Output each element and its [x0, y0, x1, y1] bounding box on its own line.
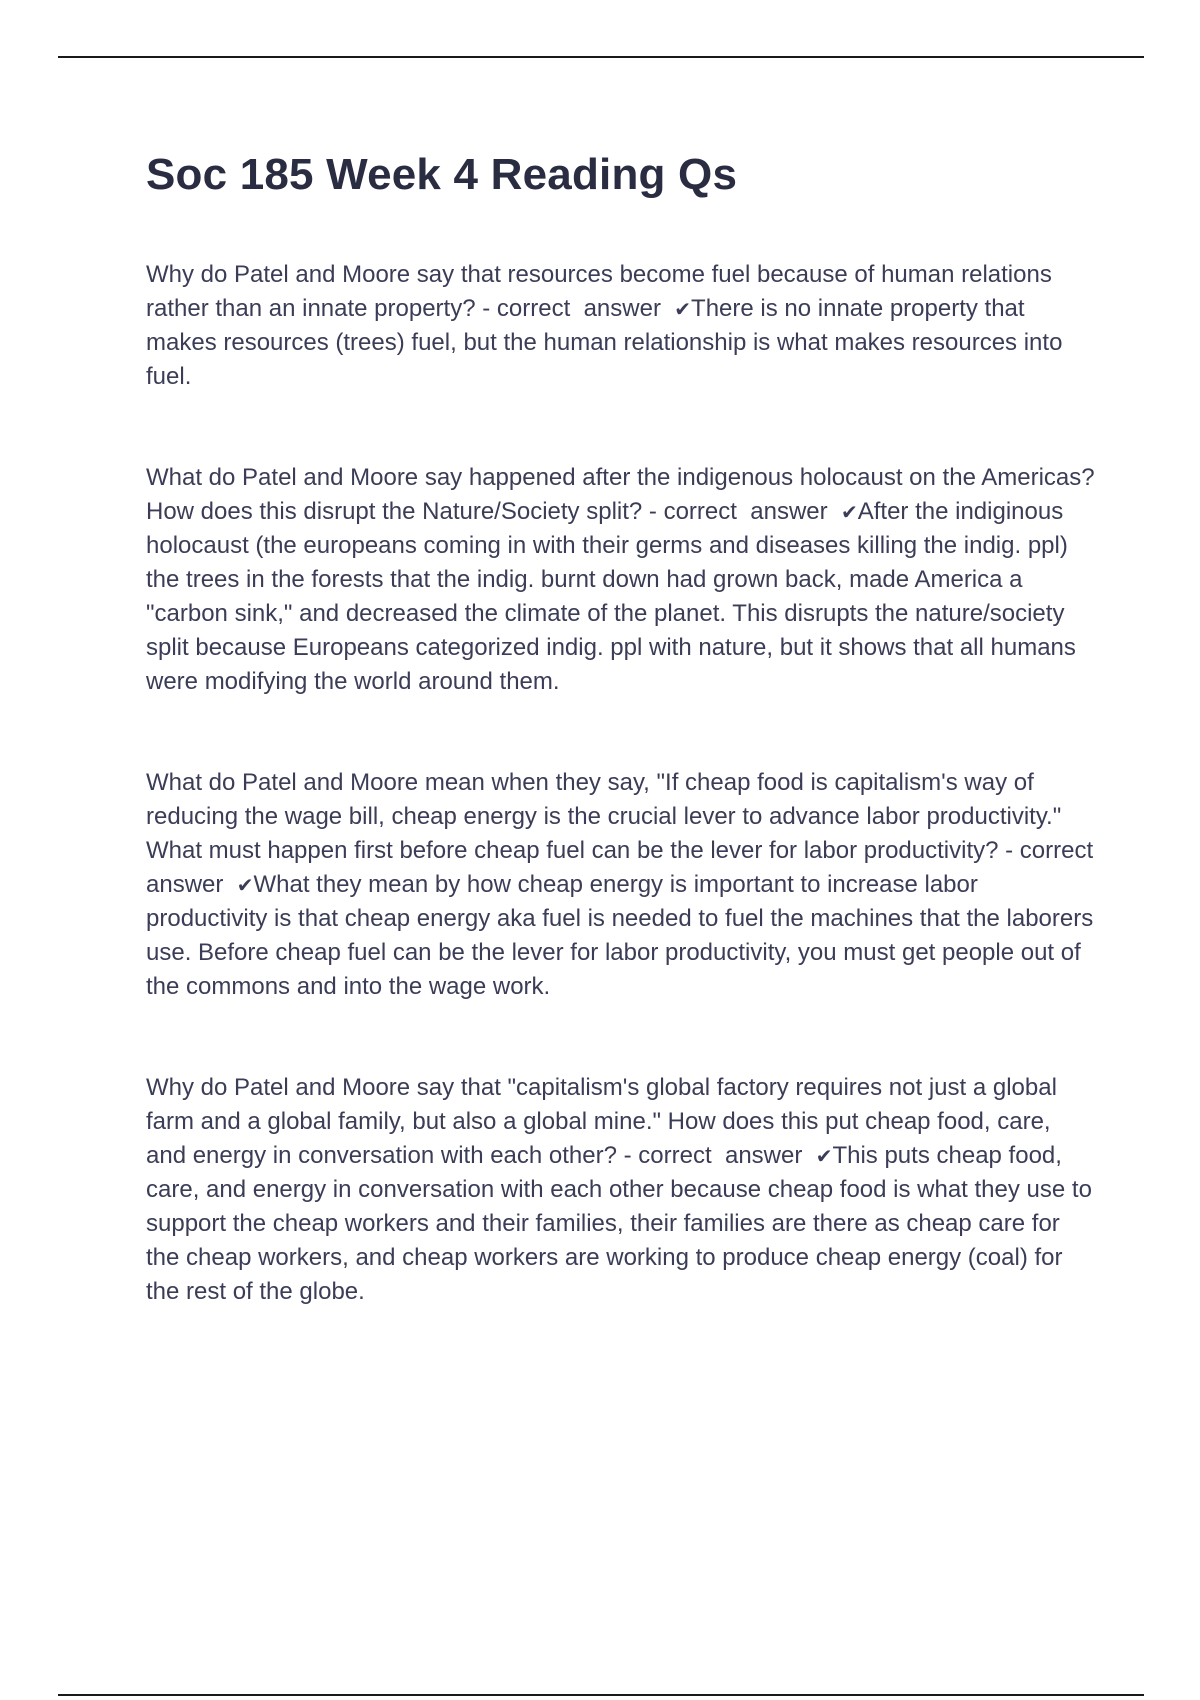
check-icon: ✔ [815, 1144, 833, 1168]
qa-item-2 [146, 461, 1102, 699]
page-title: Soc 185 Week 4 Reading Qs [146, 150, 738, 199]
check-icon: ✔ [840, 500, 858, 524]
check-icon: ✔ [236, 873, 254, 897]
question-text: What do Patel and Moore say happened after the indigenous holocaust on the Americas? How does this disrupt the Nature/Society split? [146, 464, 1102, 525]
answer-text: There is no innate property that makes resources (trees) fuel, but the human relationship is what makes resources into fuel. [146, 295, 1070, 390]
top-rule [58, 56, 1144, 58]
question-text: Why do Patel and Moore say that resources become fuel because of human relations rather than an innate property? [146, 261, 1059, 322]
answer-text: What they mean by how cheap energy is important to increase labor productivity is that cheap energy aka fuel is needed to fuel the machines that the laborers use. Before cheap fuel can be the lever for labor productivity, you must get people out of the commons and into the wage work. [146, 871, 1100, 1000]
bottom-rule [58, 1694, 1144, 1696]
answer-separator: - correct answer [146, 837, 1107, 898]
check-icon: ✔ [674, 297, 692, 321]
answer-text: After the indiginous holocaust (the europeans coming in with their germs and diseases killing the indig. ppl) the trees in the forests that the indig. burnt down had grown back, made America a "carbon sink," and decreased the climate of the planet. This disrupts the nature/society split because Europeans categorized indig. ppl with nature, but it shows that all humans were modifying the world around them. [146, 498, 1083, 695]
answer-separator: - correct answer [642, 498, 841, 525]
qa-item-4 [146, 1071, 1099, 1309]
qa-item-1 [146, 258, 1096, 394]
answer-separator: - correct answer [475, 295, 675, 322]
answer-text: This puts cheap food, care, and energy in conversation with each other because cheap food is what they use to support the cheap workers and their families, their families are there as cheap care for the cheap workers, and cheap workers are working to produce cheap energy (coal) for the rest of the globe. [146, 1142, 1099, 1305]
document-body [146, 140, 1107, 1376]
question-text: What do Patel and Moore mean when they say, "If cheap food is capitalism's way of reducing the wage bill, cheap energy is the crucial lever to advance labor productivity." What must happen first before cheap fuel can be the lever for labor productivity? [146, 769, 1068, 864]
question-text: Why do Patel and Moore say that "capitalism's global factory requires not just a global farm and a global family, but also a global mine." How does this put cheap food, care, and energy in conversation with each other? [146, 1074, 1064, 1169]
qa-item-3 [146, 766, 1107, 1004]
answer-separator: - correct answer [616, 1142, 816, 1169]
